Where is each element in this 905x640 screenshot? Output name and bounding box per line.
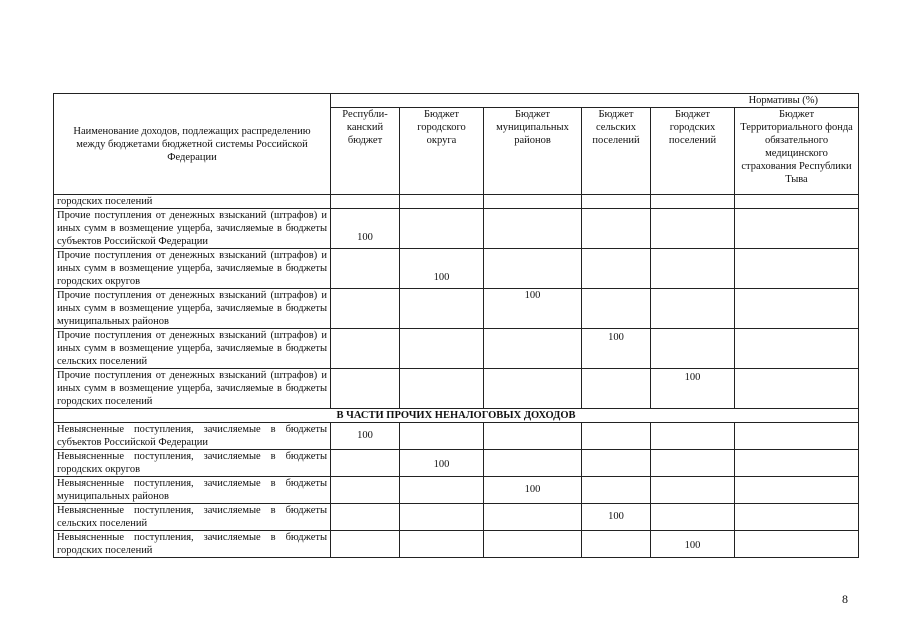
- continuation-text: городских поселений: [54, 195, 331, 209]
- income-name: Прочие поступления от денежных взысканий (штрафов) и иных сумм в возмещение ущерба, зачисляемые в бюджеты субъектов Российской Федерации: [54, 209, 331, 249]
- normative-value: 100: [651, 369, 735, 409]
- table-row: [54, 531, 859, 558]
- table-row: [54, 249, 859, 289]
- table-row: [54, 423, 859, 450]
- page-number: 8: [842, 592, 848, 606]
- table-row: [54, 504, 859, 531]
- income-name: Прочие поступления от денежных взысканий (штрафов) и иных сумм в возмещение ущерба, зачисляемые в бюджеты городских поселений: [54, 369, 331, 409]
- header-col-urban: Бюджет городских поселений: [651, 108, 735, 195]
- table-row: [54, 369, 859, 409]
- header-normatives: Нормативы (%): [331, 94, 859, 108]
- table-row: [54, 209, 859, 249]
- header-col-city-district: Бюджет городского округа: [400, 108, 484, 195]
- normative-value: 100: [582, 329, 651, 369]
- normative-value: 100: [651, 531, 735, 558]
- normative-value: 100: [331, 209, 400, 249]
- table-row: [54, 329, 859, 369]
- income-name: Прочие поступления от денежных взысканий (штрафов) и иных сумм в возмещение ущерба, зачисляемые в бюджеты сельских поселений: [54, 329, 331, 369]
- normative-value: 100: [400, 249, 484, 289]
- header-col-tfoms: Бюджет Территориального фонда обязательного медицинского страхования Республики Тыва: [735, 108, 859, 195]
- header-col-republic: Республи-канский бюджет: [331, 108, 400, 195]
- table-row: [54, 477, 859, 504]
- normative-value: 100: [484, 477, 582, 504]
- section-title: В ЧАСТИ ПРОЧИХ НЕНАЛОГОВЫХ ДОХОДОВ: [54, 409, 859, 423]
- income-name: Невыясненные поступления, зачисляемые в бюджеты городских округов: [54, 450, 331, 477]
- income-name: Невыясненные поступления, зачисляемые в бюджеты городских поселений: [54, 531, 331, 558]
- header-row: [54, 94, 859, 108]
- table-row: [54, 289, 859, 329]
- header-name-column: Наименование доходов, подлежащих распределению между бюджетами бюджетной системы Российской Федерации: [54, 94, 331, 195]
- continuation-row: [54, 195, 859, 209]
- normative-value: 100: [400, 450, 484, 477]
- income-name: Невыясненные поступления, зачисляемые в бюджеты субъектов Российской Федерации: [54, 423, 331, 450]
- normative-value: 100: [582, 504, 651, 531]
- normative-value: 100: [484, 289, 582, 329]
- income-name: Невыясненные поступления, зачисляемые в бюджеты муниципальных районов: [54, 477, 331, 504]
- section-row: [54, 409, 859, 423]
- income-name: Прочие поступления от денежных взысканий (штрафов) и иных сумм в возмещение ущерба, зачисляемые в бюджеты городских округов: [54, 249, 331, 289]
- normative-value: 100: [331, 423, 400, 450]
- income-name: Прочие поступления от денежных взысканий (штрафов) и иных сумм в возмещение ущерба, зачисляемые в бюджеты муниципальных районов: [54, 289, 331, 329]
- header-col-rural: Бюджет сельских поселений: [582, 108, 651, 195]
- budget-table: [53, 93, 859, 558]
- table-row: [54, 450, 859, 477]
- income-name: Невыясненные поступления, зачисляемые в бюджеты сельских поселений: [54, 504, 331, 531]
- header-col-municipal: Бюджет муниципальных районов: [484, 108, 582, 195]
